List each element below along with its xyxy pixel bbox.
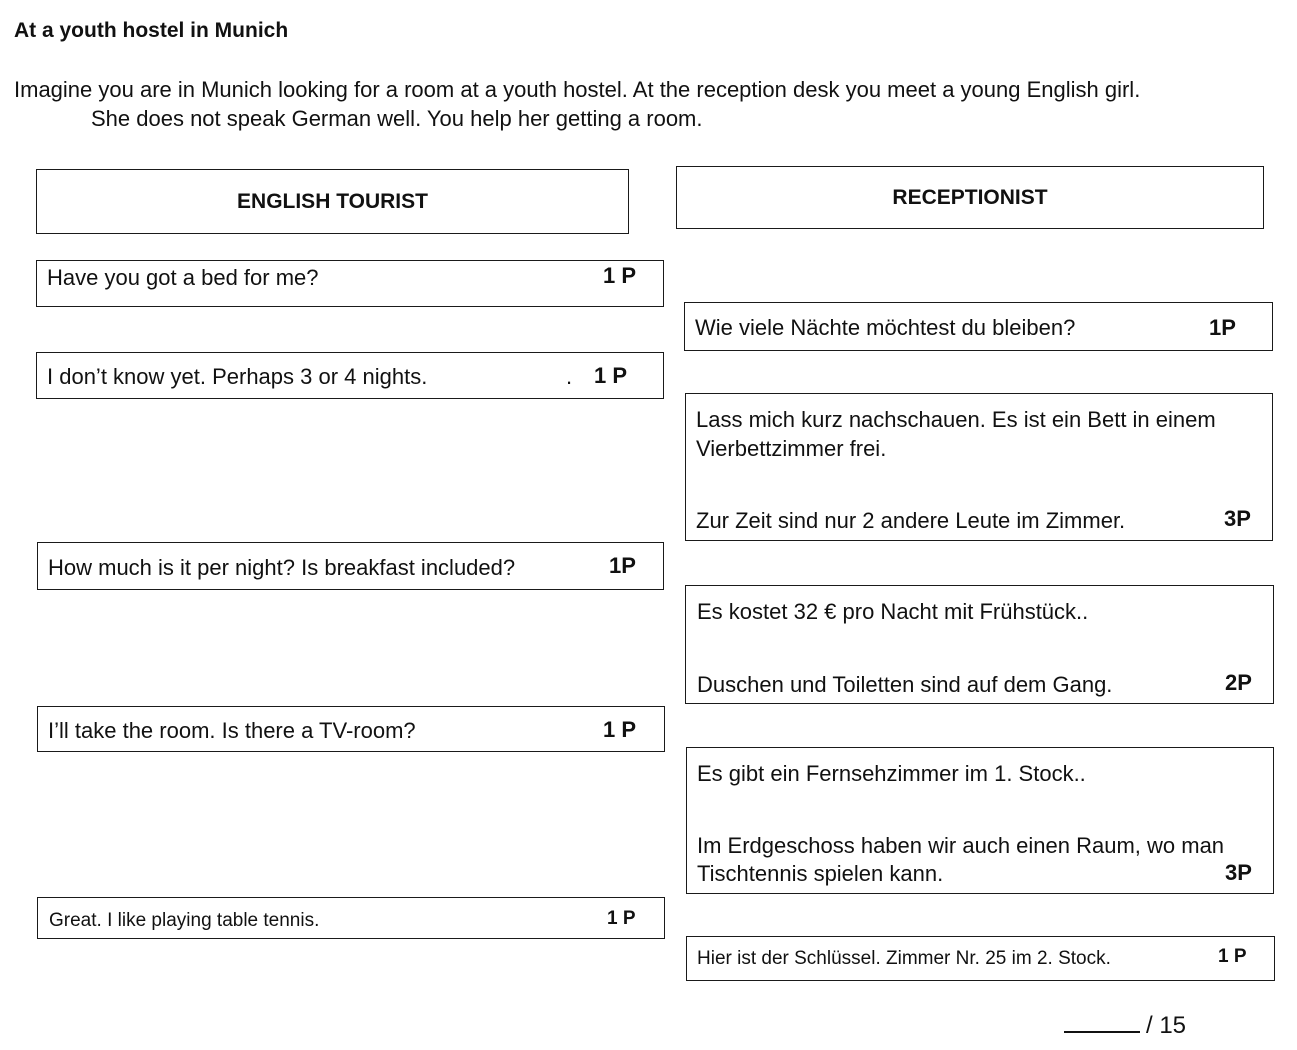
receptionist-line-3-text-2: Duschen und Toiletten sind auf dem Gang. [697,672,1113,697]
receptionist-line-5 [686,936,1275,981]
score-total [1064,1012,1186,1040]
score-blank-line[interactable] [1064,1013,1140,1033]
receptionist-line-4-text-1: Es gibt ein Fernsehzimmer im 1. Stock.. [697,761,1086,786]
tourist-line-2 [36,352,664,399]
tourist-header-label: ENGLISH TOURIST [237,189,428,213]
receptionist-line-5-text: Hier ist der Schlüssel. Zimmer Nr. 25 im 2. Stock. [697,948,1111,969]
tourist-line-2-mark: . [566,364,573,389]
receptionist-line-4-points: 3P [1225,860,1252,885]
tourist-line-3 [37,542,664,590]
page-title: At a youth hostel in Munich [14,19,289,42]
receptionist-line-4 [686,747,1274,894]
tourist-line-5-text: Great. I like playing table tennis. [49,910,320,931]
tourist-line-2-points: 1 P [594,363,628,388]
receptionist-line-2-text-2: Vierbettzimmer frei. [696,436,887,461]
receptionist-line-2-text-3: Zur Zeit sind nur 2 andere Leute im Zimmer. [696,508,1126,533]
tourist-line-2-text: I don’t know yet. Perhaps 3 or 4 nights. [47,364,428,389]
tourist-line-3-points: 1P [609,553,636,578]
receptionist-line-1-points: 1P [1209,315,1236,340]
tourist-line-4-points: 1 P [603,717,637,742]
receptionist-line-1 [684,302,1273,351]
receptionist-line-5-points: 1 P [1218,946,1247,967]
tourist-line-5 [37,897,665,939]
tourist-line-5-points: 1 P [607,908,636,929]
tourist-line-4-text: I’ll take the room. Is there a TV-room? [48,718,416,743]
receptionist-column-header [676,166,1264,229]
receptionist-line-1-text: Wie viele Nächte möchtest du bleiben? [695,315,1076,340]
intro-line-2: She does not speak German well. You help her getting a room. [91,106,703,131]
receptionist-line-4-text-2: Im Erdgeschoss haben wir auch einen Raum, wo man [697,833,1225,858]
receptionist-line-3-points: 2P [1225,670,1252,695]
tourist-line-1 [36,260,664,307]
intro-line-1: Imagine you are in Munich looking for a room at a youth hostel. At the reception desk you meet a young English girl. [14,77,1141,102]
receptionist-line-3 [685,585,1274,704]
receptionist-header-label: RECEPTIONIST [892,185,1048,209]
receptionist-line-2 [685,393,1273,541]
receptionist-line-2-text-1: Lass mich kurz nachschauen. Es ist ein Bett in einem [696,407,1216,432]
tourist-line-1-text: Have you got a bed for me? [47,265,319,290]
tourist-column-header [36,169,629,234]
receptionist-line-3-text-1: Es kostet 32 € pro Nacht mit Frühstück.. [697,599,1089,624]
score-total-label: / 15 [1146,1012,1187,1039]
receptionist-line-2-points: 3P [1224,506,1251,531]
tourist-line-4 [37,706,665,752]
tourist-line-3-text: How much is it per night? Is breakfast included? [48,555,516,580]
receptionist-line-4-text-3: Tischtennis spielen kann. [697,861,944,886]
tourist-line-1-points: 1 P [603,263,637,288]
